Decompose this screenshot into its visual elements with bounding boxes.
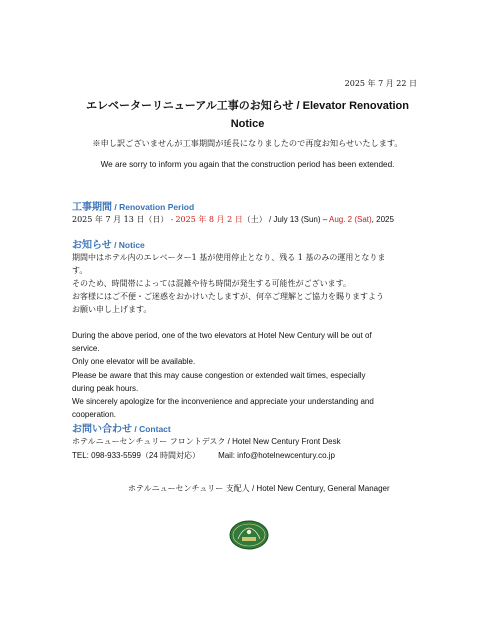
notice-heading — [72, 236, 145, 251]
notice-ja-line: 期間中はホテル内のエレベーター1 基が使用停止となり、残る 1 基のみの運用となりま — [72, 253, 386, 262]
contact-desk — [72, 435, 424, 448]
notice-japanese — [72, 251, 424, 316]
document-date: 2025 年 7 月 22 日 — [344, 79, 417, 88]
period-dates — [72, 213, 424, 226]
notice-en-line: Please be aware that this may cause congestion or extended wait times, especially — [72, 370, 366, 380]
notice-heading-sep: / — [111, 240, 119, 250]
notice-en-line: We sincerely apologize for the inconvenience and appreciate your understanding and — [72, 397, 374, 407]
period-heading-en: Renovation Period — [119, 202, 195, 212]
notice-en-line: during peak hours. — [72, 383, 139, 393]
notice-english — [72, 329, 424, 421]
period-heading-ja: 工事期間 — [72, 202, 112, 213]
contact-desk-en: / Hotel New Century Front Desk — [225, 437, 341, 446]
period-end-en: Aug. 2 (Sat) — [328, 215, 372, 224]
signature-ja: ホテルニューセンチュリー 支配人 — [128, 484, 250, 493]
notice-ja-line: そのため、時間帯によっては混雑や待ち時間が発生する可能性がございます。 — [72, 279, 352, 288]
apology-japanese: ※申し訳ございませんが工事期間が延長になりましたので再度お知らせいたします。 — [92, 138, 403, 148]
period-dash: - — [168, 215, 176, 224]
contact-mail[interactable]: Mail: info@hotelnewcentury.co.jp — [218, 451, 335, 460]
period-en-prefix: / July 13 (Sun) – — [266, 215, 329, 224]
period-start: 2025 年 7 月 13 日（日） — [72, 215, 169, 224]
period-en-suffix: , 2025 — [371, 215, 394, 224]
document-title — [60, 97, 435, 133]
period-heading — [72, 198, 194, 213]
signature-en: / Hotel New Century, General Manager — [249, 484, 390, 493]
contact-tel[interactable]: TEL: 098-933-5599（24 時間対応） — [72, 451, 201, 460]
notice-en-line: cooperation. — [72, 410, 117, 420]
title-english: Elevator Renovation — [302, 100, 409, 112]
title-japanese: エレベーターリニューアル工事のお知らせ — [86, 99, 294, 112]
apology-english: We are sorry to inform you again that the construction period has been extended. — [100, 160, 395, 169]
period-end-ja: 2025 年 8 月 2 日 — [175, 215, 243, 224]
contact-heading — [72, 420, 171, 435]
contact-desk-ja: ホテルニューセンチュリー フロントデスク — [72, 437, 226, 446]
notice-ja-line: お客様にはご不便・ご迷惑をおかけいたしますが、何卒ご理解とご協力を賜りますよう — [72, 292, 384, 301]
title-separator: / — [293, 100, 303, 112]
contact-line — [72, 449, 424, 462]
signature — [128, 482, 448, 495]
contact-heading-sep: / — [132, 424, 140, 434]
title-english-line2: Notice — [230, 118, 265, 130]
notice-ja-line: お願い申し上げます。 — [72, 305, 152, 314]
hotel-logo-emblem-icon — [229, 520, 269, 550]
contact-heading-ja: お問い合わせ — [72, 424, 132, 435]
notice-en-line: service. — [72, 344, 100, 354]
notice-heading-ja: お知らせ — [72, 240, 112, 251]
notice-heading-en: Notice — [118, 240, 145, 250]
notice-ja-line: す。 — [72, 266, 88, 275]
notice-en-line: During the above period, one of the two elevators at Hotel New Century will be out of — [72, 331, 372, 340]
contact-heading-en: Contact — [139, 424, 171, 434]
period-end-day: （土） — [242, 215, 267, 224]
notice-en-line: Only one elevator will be available. — [72, 357, 196, 367]
period-heading-sep: / — [112, 202, 120, 212]
